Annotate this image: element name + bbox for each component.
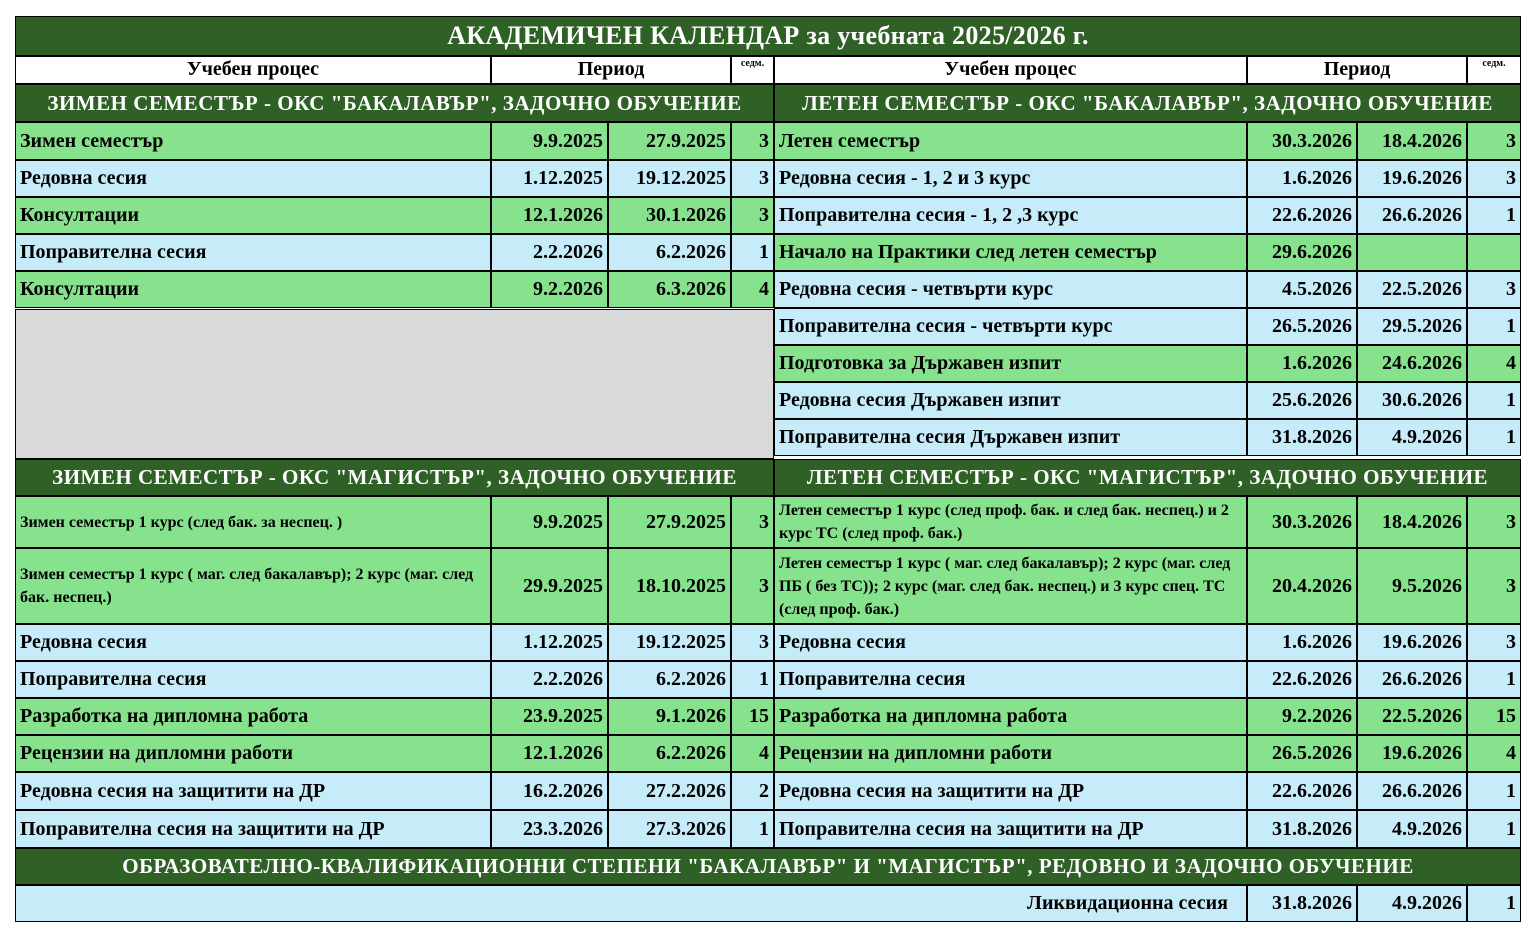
section-winter-master: ЗИМЕН СЕМЕСТЪР - ОКС "МАГИСТЪР", ЗАДОЧНО ОБУЧЕНИЕ (15, 459, 774, 496)
row-weeks: 2 (731, 772, 774, 810)
row-label: Редовна сесия (15, 624, 491, 661)
row-end-date: 9.1.2026 (608, 698, 731, 735)
row-end-date: 27.9.2025 (608, 496, 731, 548)
row-end-date: 18.4.2026 (1357, 122, 1467, 160)
row-start-date: 29.9.2025 (491, 548, 608, 624)
row-start-date: 30.3.2026 (1247, 496, 1357, 548)
row-end-date: 19.12.2025 (608, 160, 731, 197)
header-weeks-left: седм. (731, 56, 774, 84)
row-end-date: 27.3.2026 (608, 810, 731, 848)
section-all-degrees: ОБРАЗОВАТЕЛНО-КВАЛИФИКАЦИОННИ СТЕПЕНИ "БАКАЛАВЪР" И "МАГИСТЪР", РЕДОВНО И ЗАДОЧНО ОБУЧЕНИЕ (15, 848, 1521, 885)
row-label: Летен семестър (774, 122, 1247, 160)
row-weeks: 1 (1467, 661, 1521, 698)
row-start-date: 22.6.2026 (1247, 197, 1357, 234)
row-weeks: 3 (731, 624, 774, 661)
row-label: Разработка на дипломна работа (774, 698, 1247, 735)
row-start-date: 22.6.2026 (1247, 661, 1357, 698)
row-label: Поправителна сесия (15, 661, 491, 698)
row-label: Редовна сесия (15, 160, 491, 197)
row-end-date: 19.12.2025 (608, 624, 731, 661)
row-end-date: 6.2.2026 (608, 234, 731, 271)
section-summer-master: ЛЕТЕН СЕМЕСТЪР - ОКС "МАГИСТЪР", ЗАДОЧНО ОБУЧЕНИЕ (774, 459, 1521, 496)
row-end-date: 30.6.2026 (1357, 382, 1467, 419)
row-label: Редовна сесия - четвърти курс (774, 271, 1247, 308)
row-start-date: 2.2.2026 (491, 661, 608, 698)
row-start-date: 30.3.2026 (1247, 122, 1357, 160)
header-period-left: Период (491, 56, 731, 84)
row-start-date: 9.9.2025 (491, 496, 608, 548)
row-weeks: 3 (731, 496, 774, 548)
row-label: Летен семестър 1 курс (след проф. бак. и след бак. неспец.) и 2 курс ТС (след проф. бак.) (774, 496, 1247, 548)
row-weeks: 3 (1467, 271, 1521, 308)
row-label: Летен семестър 1 курс ( маг. след бакалавър); 2 курс (маг. след ПБ ( без ТС)); 2 курс (маг. след бак. неспец.) и 3 курс спец. ТС (след проф. бак.) (774, 548, 1247, 624)
row-end-date: 30.1.2026 (608, 197, 731, 234)
row-end-date: 22.5.2026 (1357, 698, 1467, 735)
row-weeks: 3 (1467, 496, 1521, 548)
row-label: Зимен семестър (15, 122, 491, 160)
section-summer-bachelor: ЛЕТЕН СЕМЕСТЪР - ОКС "БАКАЛАВЪР", ЗАДОЧНО ОБУЧЕНИЕ (774, 84, 1521, 122)
row-weeks: 1 (1467, 810, 1521, 848)
row-weeks: 3 (1467, 160, 1521, 197)
row-start-date: 26.5.2026 (1247, 308, 1357, 345)
row-weeks: 1 (1467, 419, 1521, 456)
row-start-date: 1.12.2025 (491, 624, 608, 661)
empty-block (15, 309, 774, 459)
row-label: Консултации (15, 197, 491, 234)
row-start-date: 12.1.2026 (491, 735, 608, 772)
row-label: Поправителна сесия (15, 234, 491, 271)
row-weeks: 4 (1467, 735, 1521, 772)
row-end-date: 24.6.2026 (1357, 345, 1467, 382)
row-weeks (1467, 234, 1521, 271)
row-weeks: 3 (731, 197, 774, 234)
row-label: Редовна сесия на защитити на ДР (774, 772, 1247, 810)
row-weeks: 1 (731, 234, 774, 271)
row-end-date: 26.6.2026 (1357, 772, 1467, 810)
row-weeks: 1 (731, 810, 774, 848)
row-start-date: 31.8.2026 (1247, 810, 1357, 848)
row-label: Поправителна сесия - четвърти курс (774, 308, 1247, 345)
row-end-date: 19.6.2026 (1357, 160, 1467, 197)
section-winter-bachelor: ЗИМЕН СЕМЕСТЪР - ОКС "БАКАЛАВЪР", ЗАДОЧНО ОБУЧЕНИЕ (15, 84, 774, 122)
row-label: Поправителна сесия на защитити на ДР (15, 810, 491, 848)
row-start-date: 9.2.2026 (491, 271, 608, 308)
row-weeks: 15 (1467, 698, 1521, 735)
row-end-date: 27.9.2025 (608, 122, 731, 160)
liquidation-end: 4.9.2026 (1357, 885, 1467, 922)
row-label: Редовна сесия (774, 624, 1247, 661)
row-weeks: 15 (731, 698, 774, 735)
row-start-date: 9.2.2026 (1247, 698, 1357, 735)
row-label: Консултации (15, 271, 491, 308)
row-start-date: 1.6.2026 (1247, 345, 1357, 382)
row-end-date: 6.2.2026 (608, 661, 731, 698)
row-weeks: 1 (1467, 308, 1521, 345)
row-end-date: 18.10.2025 (608, 548, 731, 624)
row-label: Редовна сесия Държавен изпит (774, 382, 1247, 419)
calendar-title: АКАДЕМИЧЕН КАЛЕНДАР за учебната 2025/2026 г. (15, 16, 1521, 56)
row-weeks: 3 (731, 548, 774, 624)
header-process-right: Учебен процес (774, 56, 1247, 84)
row-end-date (1357, 234, 1467, 271)
row-weeks: 4 (1467, 345, 1521, 382)
row-label: Поправителна сесия (774, 661, 1247, 698)
row-end-date: 19.6.2026 (1357, 735, 1467, 772)
row-start-date: 22.6.2026 (1247, 772, 1357, 810)
row-start-date: 4.5.2026 (1247, 271, 1357, 308)
row-start-date: 20.4.2026 (1247, 548, 1357, 624)
row-weeks: 1 (1467, 197, 1521, 234)
row-end-date: 9.5.2026 (1357, 548, 1467, 624)
row-weeks: 1 (731, 661, 774, 698)
row-start-date: 1.12.2025 (491, 160, 608, 197)
row-start-date: 16.2.2026 (491, 772, 608, 810)
row-end-date: 29.5.2026 (1357, 308, 1467, 345)
row-weeks: 1 (1467, 382, 1521, 419)
row-weeks: 3 (731, 122, 774, 160)
row-start-date: 1.6.2026 (1247, 160, 1357, 197)
row-end-date: 6.3.2026 (608, 271, 731, 308)
row-end-date: 19.6.2026 (1357, 624, 1467, 661)
row-label: Рецензии на дипломни работи (774, 735, 1247, 772)
row-label: Редовна сесия на защитити на ДР (15, 772, 491, 810)
row-weeks: 3 (731, 160, 774, 197)
row-label: Поправителна сесия на защитити на ДР (774, 810, 1247, 848)
row-start-date: 25.6.2026 (1247, 382, 1357, 419)
academic-calendar-table (15, 16, 1521, 922)
row-label: Подготовка за Държавен изпит (774, 345, 1247, 382)
row-start-date: 26.5.2026 (1247, 735, 1357, 772)
liquidation-start: 31.8.2026 (1247, 885, 1357, 922)
row-end-date: 22.5.2026 (1357, 271, 1467, 308)
row-end-date: 18.4.2026 (1357, 496, 1467, 548)
row-weeks: 3 (1467, 122, 1521, 160)
header-process-left: Учебен процес (15, 56, 491, 84)
row-end-date: 4.9.2026 (1357, 810, 1467, 848)
row-label: Рецензии на дипломни работи (15, 735, 491, 772)
row-end-date: 26.6.2026 (1357, 661, 1467, 698)
row-weeks: 4 (731, 271, 774, 308)
row-start-date: 2.2.2026 (491, 234, 608, 271)
row-end-date: 4.9.2026 (1357, 419, 1467, 456)
row-start-date: 1.6.2026 (1247, 624, 1357, 661)
row-start-date: 9.9.2025 (491, 122, 608, 160)
row-label: Зимен семестър 1 курс (след бак. за неспец. ) (15, 496, 491, 548)
row-end-date: 27.2.2026 (608, 772, 731, 810)
row-start-date: 31.8.2026 (1247, 419, 1357, 456)
header-period-right: Период (1247, 56, 1467, 84)
row-weeks: 1 (1467, 772, 1521, 810)
row-label: Редовна сесия - 1, 2 и 3 курс (774, 160, 1247, 197)
header-weeks-right: седм. (1467, 56, 1521, 84)
row-weeks: 4 (731, 735, 774, 772)
row-end-date: 6.2.2026 (608, 735, 731, 772)
row-label: Начало на Практики след летен семестър (774, 234, 1247, 271)
row-start-date: 29.6.2026 (1247, 234, 1357, 271)
row-start-date: 23.9.2025 (491, 698, 608, 735)
row-label: Разработка на дипломна работа (15, 698, 491, 735)
row-start-date: 23.3.2026 (491, 810, 608, 848)
row-end-date: 26.6.2026 (1357, 197, 1467, 234)
row-weeks: 3 (1467, 548, 1521, 624)
liquidation-label: Ликвидационна сесия (15, 885, 1247, 922)
liquidation-weeks: 1 (1467, 885, 1521, 922)
row-label: Зимен семестър 1 курс ( маг. след бакалавър); 2 курс (маг. след бак. неспец.) (15, 548, 491, 624)
row-weeks: 3 (1467, 624, 1521, 661)
row-label: Поправителна сесия - 1, 2 ,3 курс (774, 197, 1247, 234)
row-label: Поправителна сесия Държавен изпит (774, 419, 1247, 456)
row-start-date: 12.1.2026 (491, 197, 608, 234)
